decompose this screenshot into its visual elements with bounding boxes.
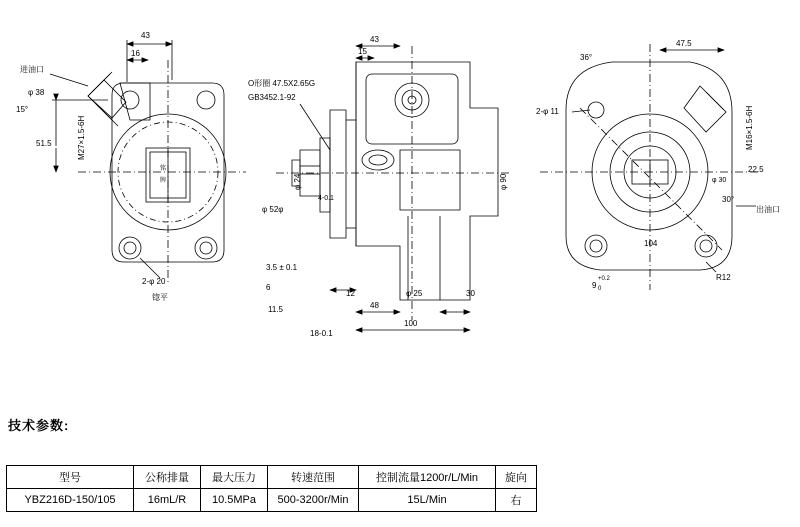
svg-text:30: 30 (466, 289, 475, 298)
svg-text:2-φ 20: 2-φ 20 (142, 277, 166, 286)
spec-heading: 技术参数: (8, 418, 70, 433)
col-header-rotation: 旋向 (496, 466, 537, 489)
svg-text:15°: 15° (16, 105, 29, 114)
svg-text:4-0.1: 4-0.1 (318, 195, 334, 202)
svg-text:11.5: 11.5 (268, 305, 283, 314)
svg-text:φ 25: φ 25 (406, 289, 423, 298)
svg-text:φ 24: φ 24 (293, 173, 302, 190)
svg-text:牌: 牌 (160, 178, 167, 184)
svg-text:43: 43 (370, 35, 379, 44)
svg-text:15: 15 (358, 47, 367, 56)
col-header-speed-range: 转速范围 (268, 466, 359, 489)
svg-text:R12: R12 (716, 273, 731, 282)
svg-text:铭: 铭 (160, 166, 167, 172)
svg-text:φ 90: φ 90 (499, 173, 508, 190)
col-header-max-pressure: 最大压力 (201, 466, 268, 489)
svg-text:36°: 36° (580, 53, 593, 62)
col-header-displacement: 公称排量 (134, 466, 201, 489)
cell-speed-range: 500-3200r/Min (268, 489, 359, 512)
svg-text:6: 6 (266, 283, 271, 292)
svg-text:43: 43 (141, 31, 150, 40)
svg-text:104: 104 (644, 239, 658, 248)
cell-displacement: 16mL/R (134, 489, 201, 512)
svg-text:O形圈 47.5X2.65G: O形圈 47.5X2.65G (248, 79, 316, 88)
svg-text:φ 52φ: φ 52φ (262, 205, 284, 214)
svg-text:47.5: 47.5 (676, 39, 692, 48)
cell-model: YBZ216D-150/105 (7, 489, 134, 512)
spec-table (6, 465, 537, 512)
svg-text:9: 9 (592, 281, 597, 290)
svg-text:GB3452.1-92: GB3452.1-92 (248, 93, 296, 102)
table-header-row (7, 466, 537, 489)
svg-text:12: 12 (346, 289, 355, 298)
svg-text:18-0.1: 18-0.1 (310, 329, 333, 338)
view-left (16, 31, 246, 302)
cell-rotation: 右 (496, 489, 537, 512)
svg-text:出油口: 出油口 (756, 205, 780, 214)
svg-text:0: 0 (598, 286, 602, 292)
svg-text:3.5 ± 0.1: 3.5 ± 0.1 (266, 263, 298, 272)
svg-text:48: 48 (370, 301, 379, 310)
col-header-model: 型号 (7, 466, 134, 489)
svg-text:锪平: 锪平 (152, 293, 168, 302)
col-header-control-flow: 控制流量1200r/L/Min (359, 466, 496, 489)
svg-text:进油口: 进油口 (20, 65, 44, 74)
view-center (248, 35, 510, 338)
svg-text:M16×1.5-6H: M16×1.5-6H (745, 105, 754, 150)
table-row (7, 489, 537, 512)
svg-text:16: 16 (131, 49, 140, 58)
svg-text:51.5: 51.5 (36, 139, 52, 148)
svg-text:100: 100 (404, 319, 418, 328)
svg-text:φ 38: φ 38 (28, 88, 45, 97)
cell-control-flow: 15L/Min (359, 489, 496, 512)
svg-text:+0.2: +0.2 (598, 276, 610, 282)
svg-text:M27×1.5-6H: M27×1.5-6H (77, 115, 86, 160)
svg-text:φ 30: φ 30 (712, 177, 727, 184)
view-right (536, 39, 780, 292)
svg-text:30°: 30° (722, 195, 735, 204)
cell-max-pressure: 10.5MPa (201, 489, 268, 512)
svg-text:22.5: 22.5 (748, 165, 764, 174)
svg-text:2-φ 11: 2-φ 11 (536, 107, 559, 116)
